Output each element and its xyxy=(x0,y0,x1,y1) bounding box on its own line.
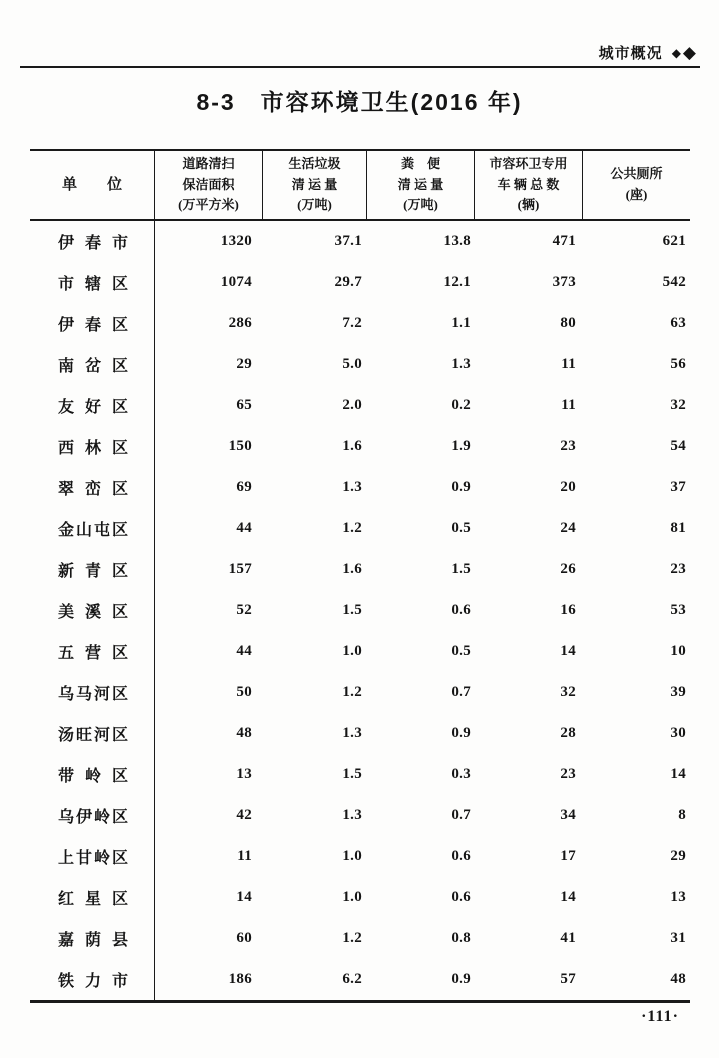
cell-road-sweeping-area: 11 xyxy=(237,848,252,864)
table-row xyxy=(30,385,690,426)
table-row xyxy=(30,590,690,631)
cell-feces-removal: 1.5 xyxy=(451,561,471,577)
cell-feces-removal: 0.5 xyxy=(451,643,471,659)
cell-public-toilets: 30 xyxy=(670,725,686,741)
col-header-line: (座) xyxy=(625,187,648,202)
row-label: 市辖区 xyxy=(58,276,128,293)
cell-feces-removal: 0.2 xyxy=(451,397,471,413)
row-label-cell xyxy=(30,508,155,549)
table-body xyxy=(30,221,690,1003)
row-label: 乌马河区 xyxy=(58,686,128,703)
cell-feces-removal: 0.3 xyxy=(451,766,471,782)
row-label-cell xyxy=(30,713,155,754)
cell-sanitation-vehicles: 14 xyxy=(560,889,576,905)
cell-feces-removal: 0.6 xyxy=(451,848,471,864)
cell-road-sweeping-area: 186 xyxy=(228,971,252,987)
row-label: 友好区 xyxy=(58,399,128,416)
cell-road-sweeping-area: 65 xyxy=(236,397,252,413)
diamond-small-icon: ◆ xyxy=(671,45,682,60)
cell-road-sweeping-area: 1074 xyxy=(220,274,252,290)
row-label: 嘉荫县 xyxy=(58,932,128,949)
cell-sanitation-vehicles: 24 xyxy=(560,520,576,536)
cell-road-sweeping-area: 150 xyxy=(228,438,252,454)
row-label: 汤旺河区 xyxy=(58,727,128,744)
col-header-line: (万平方米) xyxy=(178,197,239,213)
cell-public-toilets: 48 xyxy=(670,971,686,987)
row-label: 伊春市 xyxy=(58,235,128,252)
cell-garbage-removal: 37.1 xyxy=(334,233,362,249)
row-label-cell xyxy=(30,877,155,918)
table-row xyxy=(30,795,690,836)
row-label-cell xyxy=(30,959,155,1000)
cell-road-sweeping-area: 13 xyxy=(236,766,252,782)
row-label: 南岔区 xyxy=(58,358,128,375)
col-header-public-toilets xyxy=(583,151,690,219)
cell-public-toilets: 542 xyxy=(662,274,686,290)
table-header-row xyxy=(30,149,690,221)
row-label: 西林区 xyxy=(58,440,128,457)
cell-feces-removal: 12.1 xyxy=(443,274,471,290)
cell-feces-removal: 0.7 xyxy=(451,807,471,823)
col-header-road-sweeping-area xyxy=(155,151,263,219)
cell-road-sweeping-area: 1320 xyxy=(220,233,252,249)
row-label: 金山屯区 xyxy=(58,522,128,539)
row-label-cell xyxy=(30,795,155,836)
col-header-unit xyxy=(30,151,155,219)
cell-road-sweeping-area: 50 xyxy=(236,684,252,700)
cell-public-toilets: 81 xyxy=(670,520,686,536)
cell-public-toilets: 53 xyxy=(670,602,686,618)
col-header-line: 保洁面积 xyxy=(182,176,235,192)
cell-sanitation-vehicles: 34 xyxy=(560,807,576,823)
cell-public-toilets: 29 xyxy=(670,848,686,864)
row-label-cell xyxy=(30,549,155,590)
row-label-cell xyxy=(30,590,155,631)
cell-road-sweeping-area: 14 xyxy=(236,889,252,905)
col-header-sanitation-vehicles xyxy=(475,151,583,219)
cell-public-toilets: 32 xyxy=(670,397,686,413)
cell-road-sweeping-area: 29 xyxy=(236,356,252,372)
cell-garbage-removal: 1.0 xyxy=(342,848,362,864)
table-row xyxy=(30,754,690,795)
cell-feces-removal: 0.9 xyxy=(451,725,471,741)
cell-sanitation-vehicles: 11 xyxy=(561,356,576,372)
cell-road-sweeping-area: 42 xyxy=(236,807,252,823)
row-label: 上甘岭区 xyxy=(58,850,128,867)
cell-feces-removal: 1.9 xyxy=(451,438,471,454)
row-label-cell xyxy=(30,918,155,959)
cell-feces-removal: 13.8 xyxy=(443,233,471,249)
cell-garbage-removal: 1.3 xyxy=(342,807,362,823)
cell-road-sweeping-area: 286 xyxy=(228,315,252,331)
col-header-line: (万吨) xyxy=(403,197,438,213)
table-row xyxy=(30,713,690,754)
cell-sanitation-vehicles: 26 xyxy=(560,561,576,577)
row-label-cell xyxy=(30,836,155,877)
table-row xyxy=(30,918,690,959)
col-header-line: 单 位 xyxy=(61,177,122,193)
cell-sanitation-vehicles: 14 xyxy=(560,643,576,659)
cell-garbage-removal: 2.0 xyxy=(342,397,362,413)
row-label: 红星区 xyxy=(58,891,128,908)
col-header-line: 市容环卫专用 xyxy=(489,155,568,171)
cell-road-sweeping-area: 44 xyxy=(236,520,252,536)
cell-road-sweeping-area: 52 xyxy=(236,602,252,618)
table-row xyxy=(30,303,690,344)
cell-public-toilets: 39 xyxy=(670,684,686,700)
cell-feces-removal: 1.1 xyxy=(451,315,471,331)
cell-sanitation-vehicles: 32 xyxy=(560,684,576,700)
cell-sanitation-vehicles: 17 xyxy=(560,848,576,864)
cell-garbage-removal: 1.0 xyxy=(342,643,362,659)
cell-feces-removal: 0.5 xyxy=(451,520,471,536)
cell-road-sweeping-area: 44 xyxy=(236,643,252,659)
cell-garbage-removal: 5.0 xyxy=(342,356,362,372)
cell-garbage-removal: 1.2 xyxy=(342,684,362,700)
row-label-cell xyxy=(30,303,155,344)
cell-garbage-removal: 7.2 xyxy=(342,315,362,331)
row-label-cell xyxy=(30,754,155,795)
col-header-line: (辆) xyxy=(517,197,540,213)
table-row xyxy=(30,221,690,262)
cell-garbage-removal: 29.7 xyxy=(334,274,362,290)
row-label: 带岭区 xyxy=(58,768,128,785)
table-row xyxy=(30,959,690,1000)
col-header-line: (万吨) xyxy=(297,197,332,213)
cell-feces-removal: 1.3 xyxy=(451,356,471,372)
col-header-feces-removal xyxy=(367,151,475,219)
cell-garbage-removal: 1.5 xyxy=(342,602,362,618)
row-label: 伊春区 xyxy=(58,317,128,334)
cell-public-toilets: 63 xyxy=(670,315,686,331)
cell-feces-removal: 0.7 xyxy=(451,684,471,700)
cell-public-toilets: 13 xyxy=(670,889,686,905)
cell-garbage-removal: 1.3 xyxy=(342,479,362,495)
table-row xyxy=(30,426,690,467)
col-header-line: 粪 便 xyxy=(400,155,440,171)
row-label-cell xyxy=(30,221,155,262)
row-label-cell xyxy=(30,344,155,385)
col-header-line: 清 运 量 xyxy=(397,176,444,192)
cell-public-toilets: 37 xyxy=(670,479,686,495)
table-row xyxy=(30,467,690,508)
cell-public-toilets: 14 xyxy=(670,766,686,782)
cell-road-sweeping-area: 69 xyxy=(236,479,252,495)
row-label: 铁力市 xyxy=(58,973,128,990)
cell-feces-removal: 0.6 xyxy=(451,602,471,618)
cell-garbage-removal: 1.3 xyxy=(342,725,362,741)
row-label: 五营区 xyxy=(58,645,128,662)
table-title: 8-3 市容环境卫生(2016 年) xyxy=(196,89,523,115)
row-label-cell xyxy=(30,385,155,426)
row-label-cell xyxy=(30,631,155,672)
page-number: ·111· xyxy=(641,1008,679,1025)
cell-sanitation-vehicles: 23 xyxy=(560,766,576,782)
cell-garbage-removal: 1.6 xyxy=(342,438,362,454)
cell-sanitation-vehicles: 80 xyxy=(560,315,576,331)
cell-road-sweeping-area: 60 xyxy=(236,930,252,946)
row-label: 美溪区 xyxy=(58,604,128,621)
cell-sanitation-vehicles: 57 xyxy=(560,971,576,987)
cell-garbage-removal: 6.2 xyxy=(342,971,362,987)
cell-public-toilets: 23 xyxy=(670,561,686,577)
cell-garbage-removal: 1.6 xyxy=(342,561,362,577)
row-label-cell xyxy=(30,426,155,467)
col-header-garbage-removal xyxy=(263,151,367,219)
cell-sanitation-vehicles: 373 xyxy=(552,274,576,290)
cell-public-toilets: 54 xyxy=(670,438,686,454)
cell-sanitation-vehicles: 16 xyxy=(560,602,576,618)
table-row xyxy=(30,549,690,590)
row-label: 乌伊岭区 xyxy=(58,809,128,826)
row-label-cell xyxy=(30,467,155,508)
col-header-line: 道路清扫 xyxy=(182,155,235,171)
cell-road-sweeping-area: 157 xyxy=(228,561,252,577)
cell-feces-removal: 0.6 xyxy=(451,889,471,905)
row-label-cell xyxy=(30,672,155,713)
page-header xyxy=(599,42,697,63)
row-label: 翠峦区 xyxy=(58,481,128,498)
cell-public-toilets: 8 xyxy=(678,807,686,823)
section-label: 城市概况 xyxy=(598,45,663,62)
table-row xyxy=(30,631,690,672)
cell-public-toilets: 31 xyxy=(670,930,686,946)
col-header-line: 生活垃圾 xyxy=(288,155,341,171)
cell-sanitation-vehicles: 41 xyxy=(560,930,576,946)
cell-road-sweeping-area: 48 xyxy=(236,725,252,741)
cell-sanitation-vehicles: 28 xyxy=(560,725,576,741)
cell-public-toilets: 10 xyxy=(670,643,686,659)
cell-sanitation-vehicles: 471 xyxy=(552,233,576,249)
cell-feces-removal: 0.9 xyxy=(451,971,471,987)
table-row xyxy=(30,344,690,385)
cell-public-toilets: 621 xyxy=(662,233,686,249)
table-row xyxy=(30,836,690,877)
cell-feces-removal: 0.9 xyxy=(451,479,471,495)
cell-sanitation-vehicles: 23 xyxy=(560,438,576,454)
cell-sanitation-vehicles: 11 xyxy=(561,397,576,413)
cell-garbage-removal: 1.2 xyxy=(342,930,362,946)
header-rule xyxy=(20,66,700,68)
table-row xyxy=(30,508,690,549)
cell-public-toilets: 56 xyxy=(670,356,686,372)
col-header-line: 公共厕所 xyxy=(610,166,663,182)
diamond-large-icon: ◆ xyxy=(682,43,697,62)
table-row xyxy=(30,672,690,713)
table-row xyxy=(30,877,690,918)
cell-garbage-removal: 1.5 xyxy=(342,766,362,782)
cell-garbage-removal: 1.0 xyxy=(342,889,362,905)
cell-garbage-removal: 1.2 xyxy=(342,520,362,536)
col-header-line: 清 运 量 xyxy=(291,176,338,192)
row-label-cell xyxy=(30,262,155,303)
row-label: 新青区 xyxy=(58,563,128,580)
col-header-line: 车 辆 总 数 xyxy=(497,176,560,192)
cell-sanitation-vehicles: 20 xyxy=(560,479,576,495)
statistics-table xyxy=(30,149,690,1003)
table-row xyxy=(30,262,690,303)
cell-feces-removal: 0.8 xyxy=(451,930,471,946)
